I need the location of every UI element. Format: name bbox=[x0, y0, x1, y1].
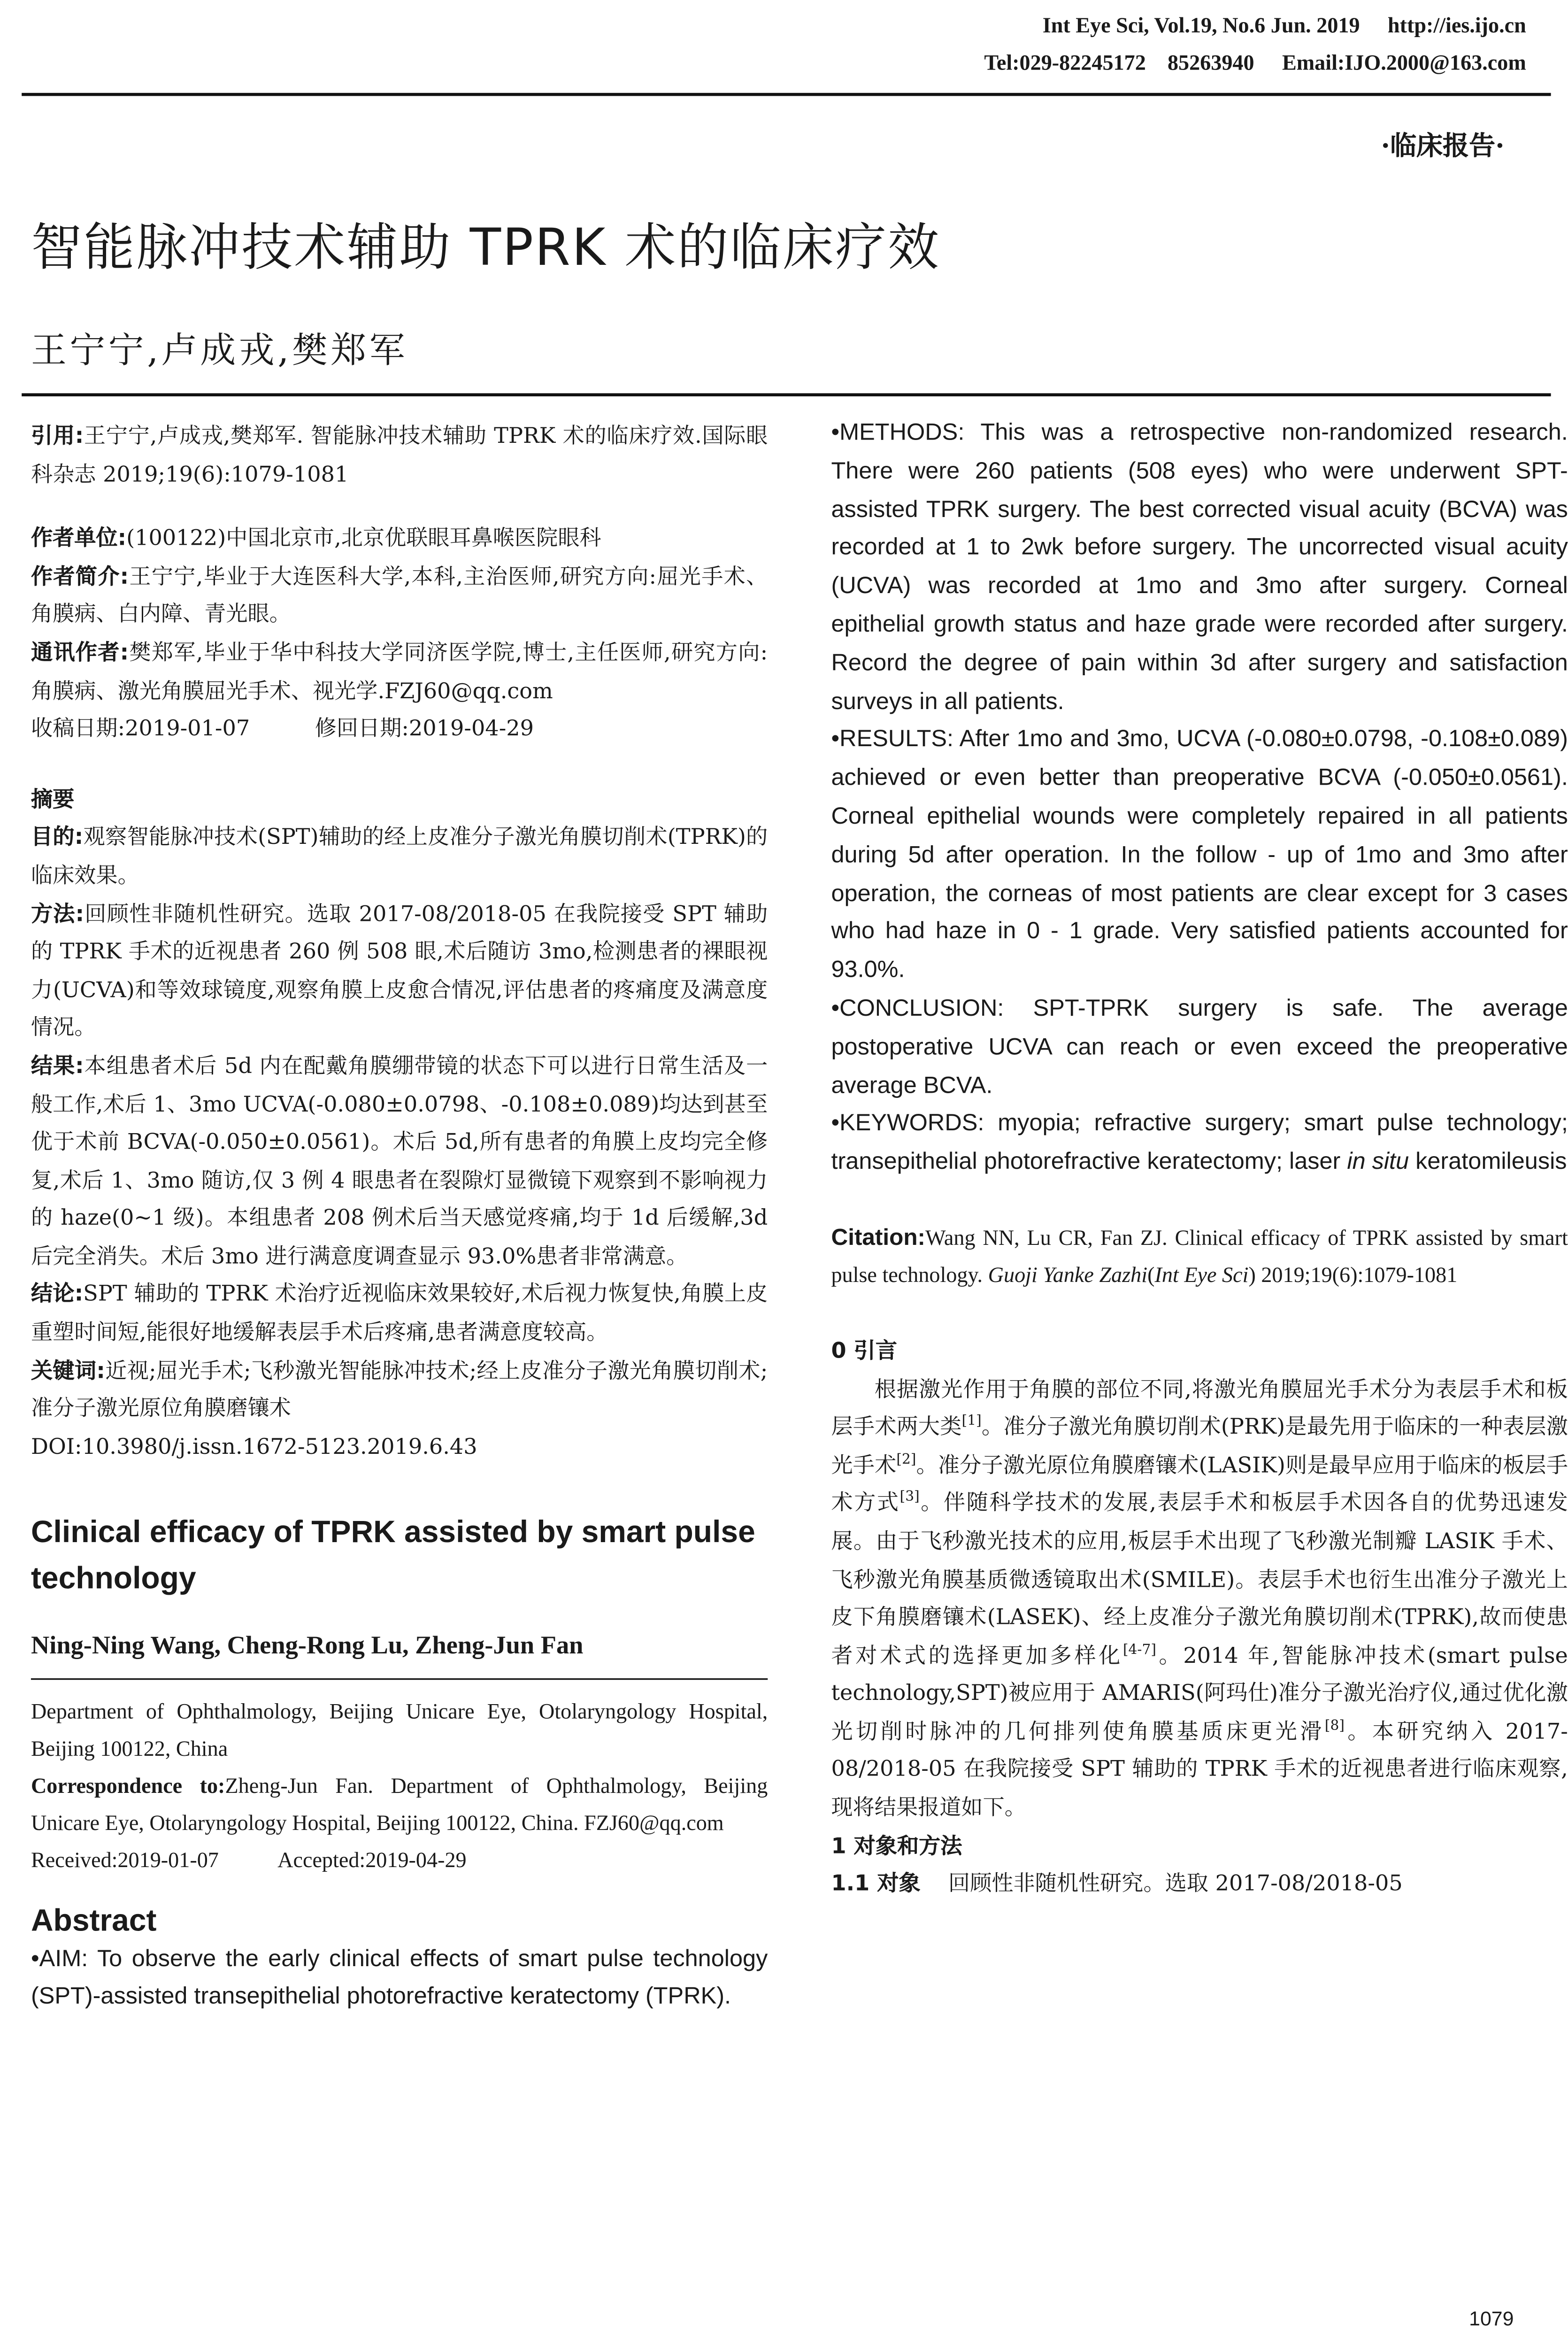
methods-en: •METHODS: This was a retrospective non-randomized research. There were 260 patients (508 eyes) who were underwent SPT-assisted TPRK surgery. The best corrected visual acuity (BCVA) was recorded at 1 to 2wk before surgery. The uncorrected visual acuity (UCVA) was recorded at 1mo and 3mo after surgery. Corneal epithelial growth status and haze grade were recorded after surgery. Record the degree of pain within 3d after surgery and satisfaction surveys in all patients. bbox=[831, 419, 1568, 715]
journal-email[interactable]: Email:IJO.2000@163.com bbox=[1282, 53, 1526, 76]
english-dates: Received:2019-01-07 Accepted:2019-04-29 bbox=[31, 1850, 467, 1874]
aim-en: •AIM: To observe the early clinical effects of smart pulse technology (SPT)-assisted transepithelial photorefractive keratectomy (TPRK). bbox=[31, 1946, 768, 2010]
article-title: 智能脉冲技术辅助 TPRK 术的临床疗效 bbox=[31, 216, 941, 278]
english-authors: Ning-Ning Wang, Cheng-Rong Lu, Zheng-Jun Fan bbox=[31, 1631, 584, 1660]
ref-8[interactable]: [8] bbox=[1324, 1719, 1345, 1735]
keywords-cn: 关键词:近视;屈光手术;飞秒激光智能脉冲技术;经上皮准分子激光角膜切削术;准分子激光原位角膜磨镶术 bbox=[31, 1359, 768, 1422]
section-tag: ·临床报告· bbox=[1381, 131, 1505, 163]
author-rule bbox=[31, 1678, 768, 1680]
conclusion-cn: 结论:SPT 辅助的 TPRK 术治疗近视临床效果较好,术后视力恢复快,角膜上皮重塑时间短,能很好地缓解表层手术后疼痛,患者满意度较高。 bbox=[31, 1282, 768, 1346]
corresponding-author-cn: 通讯作者:樊郑军,毕业于华中科技大学同济医学院,博士,主任医师,研究方向:角膜病、激光角膜屈光手术、视光学.FZJ60@qq.com bbox=[31, 641, 768, 704]
results-cn: 结果:本组患者术后 5d 内在配戴角膜绷带镜的状态下可以进行日常生活及一般工作,术后 1、3mo UCVA(-0.080±0.0798、-0.108±0.089)均达到甚至优于术前 BCVA(-0.050±0.0561)。术后 5d,所有患者的角膜上皮均完全修复,术后 1、3mo 随访,仅 3 例 4 眼患者在裂隙灯显微镜下观察到不影响视力的 haze(0~1 级)。本组患者 208 例术后当天感觉疼痛,均于 1d 后缓解,3d 后完全消失。术后 3mo 进行满意度调查显示 93.0%患者非常满意。 bbox=[31, 1054, 768, 1270]
results-en: •RESULTS: After 1mo and 3mo, UCVA (-0.080±0.0798, -0.108±0.089) achieved or even better than preoperative BCVA (-0.050±0.0561). Corneal epithelial wounds were completely repaired in all patients during 5d after operation. In the follow - up of 1mo and 3mo after operation, the corneas of most patients are clear except for 3 cases who had haze in 0 - 1 grade. Very satisfied patients accounted for 93.0%. bbox=[831, 726, 1568, 984]
citation-cn: 引用:王宁宁,卢成戎,樊郑军. 智能脉冲技术辅助 TPRK 术的临床疗效.国际眼科杂志 2019;19(6):1079-1081 bbox=[31, 424, 768, 487]
header-rule bbox=[22, 93, 1551, 96]
journal-info: Int Eye Sci, Vol.19, No.6 Jun. 2019 bbox=[1042, 15, 1360, 39]
author-bio: 作者简介:王宁宁,毕业于大连医科大学,本科,主治医师,研究方向:屈光手术、角膜病、白内障、青光眼。 bbox=[31, 564, 768, 628]
doi[interactable]: DOI:10.3980/j.issn.1672-5123.2019.6.43 bbox=[31, 1435, 477, 1460]
dates-cn: 收稿日期:2019-01-07 修回日期:2019-04-29 bbox=[31, 717, 534, 742]
left-column bbox=[31, 418, 768, 2018]
page-number: 1079 bbox=[1469, 2307, 1514, 2330]
ref-2[interactable]: [2] bbox=[896, 1452, 916, 1468]
intro-heading: 0 引言 bbox=[831, 1339, 898, 1364]
article-authors: 王宁宁,卢成戎,樊郑军 bbox=[31, 331, 408, 372]
abstract-heading-en: Abstract bbox=[31, 1904, 157, 1938]
english-department: Department of Ophthalmology, Beijing Unicare Eye, Otolaryngology Hospital, Beijing 100122, China bbox=[31, 1701, 768, 1762]
ref-4-7[interactable]: [4-7] bbox=[1122, 1643, 1156, 1659]
keywords-en: •KEYWORDS: myopia; refractive surgery; smart pulse technology; transepithelial photorefractive keratectomy; laser in situ keratomileusis bbox=[831, 1111, 1568, 1175]
abstract-heading-cn: 摘要 bbox=[31, 787, 75, 813]
subjects-paragraph: 1.1 对象 回顾性非随机性研究。选取 2017-08/2018-05 bbox=[831, 1872, 1403, 1897]
intro-paragraph: 根据激光作用于角膜的部位不同,将激光角膜屈光手术分为表层手术和板层手术两大类[1]。准分子激光角膜切削术(PRK)是最先用于临床的一种表层激光手术[2]。准分子激光原位角膜磨镶术(LASIK)则是最早应用于临床的板层手术方式[3]。伴随科学技术的发展,表层手术和板层手术因各自的优势迅速发展。由于飞秒激光技术的应用,板层手术出现了飞秒激光制瓣 LASIK 手术、飞秒激光角膜基质微透镜取出术(SMILE)。表层手术也衍生出准分子激光上皮下角膜磨镶术(LASEK)、经上皮准分子激光角膜切削术(TPRK),故而使患者对术式的选择更加多样化[4-7]。2014 年,智能脉冲技术(smart pulse technology,SPT)被应用于 AMARIS(阿玛仕)准分子激光治疗仪,通过优化激光切削时脉冲的几何排列使角膜基质床更光滑[8]。本研究纳入 2017-08/2018-05 在我院接受 SPT 辅助的 TPRK 手术的近视患者进行临床观察,现将结果报道如下。 bbox=[831, 1377, 1568, 1821]
journal-tel: Tel:029-82245172 85263940 bbox=[984, 53, 1254, 76]
author-affiliation: 作者单位:(100122)中国北京市,北京优联眼耳鼻喉医院眼科 bbox=[31, 526, 601, 552]
conclusion-en: •CONCLUSION: SPT-TPRK surgery is safe. The average postoperative UCVA can reach or even exceed the preoperative average BCVA. bbox=[831, 995, 1568, 1099]
right-column bbox=[831, 415, 1568, 1904]
english-correspondence: Correspondence to:Zheng-Jun Fan. Department of Ophthalmology, Beijing Unicare Eye, Otolaryngology Hospital, Beijing 100122, China. FZJ60@qq.com bbox=[31, 1776, 768, 1837]
title-rule bbox=[22, 393, 1551, 396]
ref-1[interactable]: [1] bbox=[961, 1414, 982, 1430]
methods-section-heading: 1 对象和方法 bbox=[831, 1834, 962, 1859]
header-line-1 bbox=[1015, 11, 1526, 43]
english-title: Clinical efficacy of TPRK assisted by smart pulse technology bbox=[31, 1516, 755, 1597]
aim-cn: 目的:观察智能脉冲技术(SPT)辅助的经上皮准分子激光角膜切削术(TPRK)的临床效果。 bbox=[31, 826, 768, 889]
methods-cn: 方法:回顾性非随机性研究。选取 2017-08/2018-05 在我院接受 SPT 辅助的 TPRK 手术的近视患者 260 例 508 眼,术后随访 3mo,检测患者的裸眼视力(UCVA)和等效球镜度,观察角膜上皮愈合情况,评估患者的疼痛度及满意度情况。 bbox=[31, 902, 768, 1041]
journal-url[interactable]: http://ies.ijo.cn bbox=[1387, 15, 1526, 39]
ref-3[interactable]: [3] bbox=[899, 1490, 920, 1506]
citation-en: Citation:Wang NN, Lu CR, Fan ZJ. Clinical efficacy of TPRK assisted by smart pulse technology. Guoji Yanke Zazhi(Int Eye Sci) 2019;19(6):1079-1081 bbox=[831, 1224, 1568, 1288]
header-line-2 bbox=[956, 48, 1526, 80]
